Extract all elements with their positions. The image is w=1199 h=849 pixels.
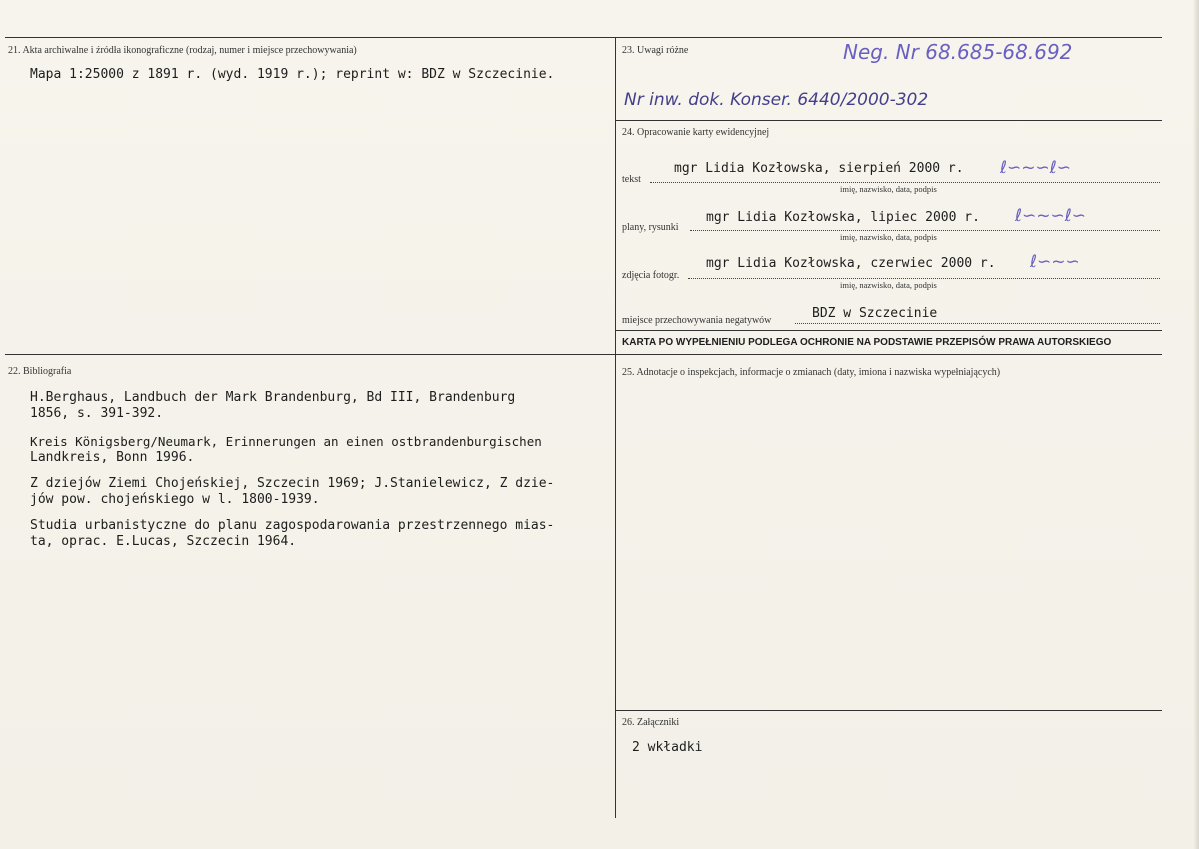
field-22-label: 22. Bibliografia — [8, 366, 72, 377]
bibliography-line-5: Z dziejów Ziemi Chojeńskiej, Szczecin 1969; J.Stanielewicz, Z dzie- — [30, 476, 555, 491]
photos-row-label: zdjęcia fotogr. — [622, 270, 680, 281]
photos-row-value: mgr Lidia Kozłowska, czerwiec 2000 r. — [706, 256, 996, 271]
bibliography-line-3: Kreis Königsberg/Neumark, Erinnerungen an einen ostbrandenburgischen — [30, 434, 542, 449]
negatives-label: miejsce przechowywania negatywów — [622, 315, 772, 326]
negatives-value: BDZ w Szczecinie — [812, 306, 938, 321]
attachments-value: 2 wkładki — [632, 740, 703, 755]
paper-edge — [1193, 0, 1199, 849]
bibliography-line-2: 1856, s. 391-392. — [30, 406, 164, 421]
bibliography-line-6: jów pow. chojeńskiego w l. 1800-1939. — [30, 492, 320, 507]
plans-row-signature: ℓ∽~∽ℓ∽ — [1015, 206, 1087, 226]
field-21-label: 21. Akta archiwalne i źródła ikonograficzne (rodzaj, numer i miejsce przechowywania) — [8, 45, 357, 56]
field-23-label: 23. Uwagi różne — [622, 45, 689, 56]
top-border — [5, 37, 1162, 38]
text-row-line — [650, 182, 1160, 183]
photos-row-signature: ℓ∽~∽ — [1030, 252, 1080, 272]
bibliography-line-7: Studia urbanistyczne do planu zagospodarowania przestrzennego mias- — [30, 518, 555, 533]
plans-row-line — [690, 230, 1160, 231]
bibliography-line-8: ta, oprac. E.Lucas, Szczecin 1964. — [30, 534, 297, 549]
plans-row-value: mgr Lidia Kozłowska, lipiec 2000 r. — [706, 210, 980, 225]
field-25-label: 25. Adnotacje o inspekcjach, informacje o zmianach (daty, imiona i nazwiska wypełniających) — [622, 367, 1001, 378]
text-row-signature: ℓ∽~∽ℓ∽ — [1000, 158, 1072, 178]
negatives-line — [795, 323, 1160, 324]
bibliography-line-1: H.Berghaus, Landbuch der Mark Brandenburg, Bd III, Brandenburg — [30, 390, 516, 405]
photos-row-caption: imię, nazwisko, data, podpis — [840, 280, 937, 290]
text-row-value: mgr Lidia Kozłowska, sierpień 2000 r. — [674, 161, 964, 176]
text-row-caption: imię, nazwisko, data, podpis — [840, 184, 937, 194]
negative-number-handwriting: Neg. Nr 68.685-68.692 — [843, 40, 1073, 64]
field-26-label: 26. Załączniki — [622, 717, 680, 728]
column-divider — [615, 37, 616, 818]
field-21-text: Mapa 1:25000 z 1891 r. (wyd. 1919 r.); reprint w: BDZ w Szczecinie. — [30, 67, 555, 82]
bibliography-line-4: Landkreis, Bonn 1996. — [30, 450, 195, 465]
field-23-24-divider — [616, 120, 1162, 121]
text-row-label: tekst — [622, 174, 641, 185]
photos-row-line — [688, 278, 1160, 279]
plans-row-label: plany, rysunki — [622, 222, 679, 233]
middle-border — [5, 354, 1162, 355]
copyright-notice: KARTA PO WYPEŁNIENIU PODLEGA OCHRONIE NA PODSTAWIE PRZEPISÓW PRAWA AUTORSKIEGO — [622, 337, 1112, 348]
notice-top-rule — [616, 330, 1162, 331]
plans-row-caption: imię, nazwisko, data, podpis — [840, 232, 937, 242]
inventory-number-handwriting: Nr inw. dok. Konser. 6440/2000-302 — [624, 90, 929, 110]
field-25-26-divider — [616, 710, 1162, 711]
field-24-label: 24. Opracowanie karty ewidencyjnej — [622, 127, 770, 138]
